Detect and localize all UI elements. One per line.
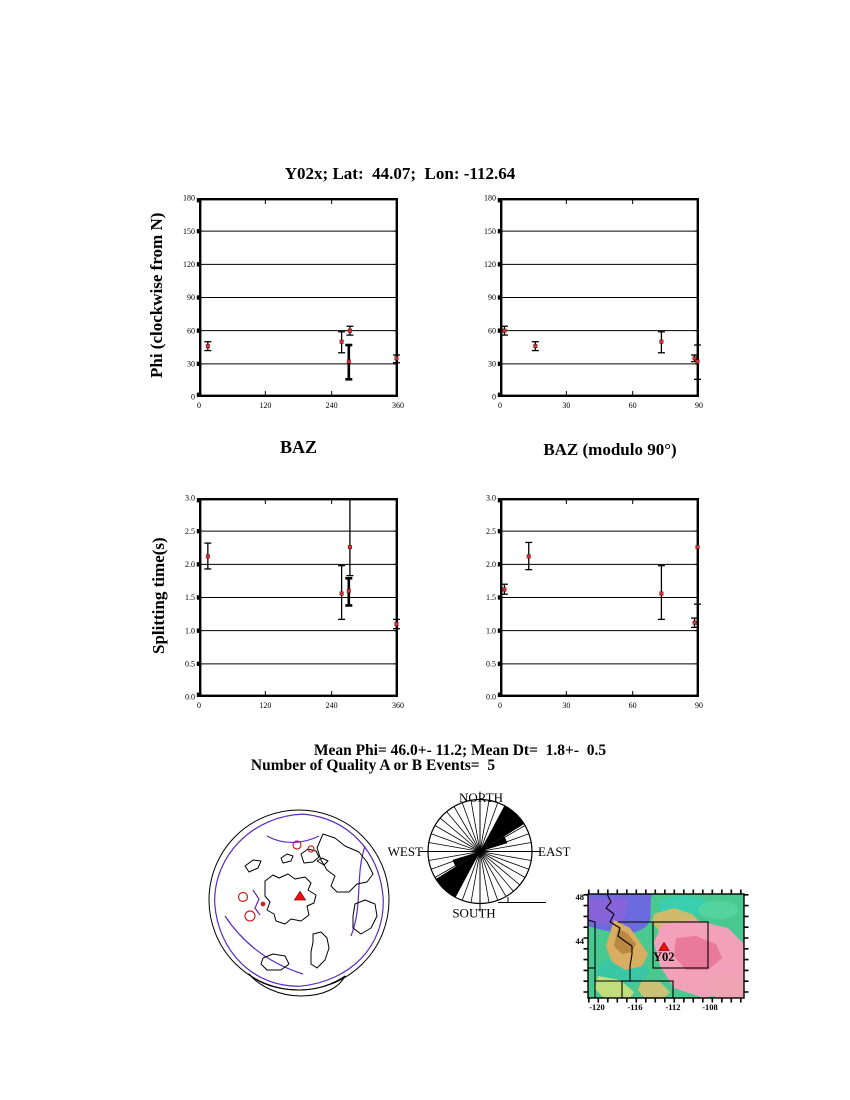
svg-text:0: 0 [492,392,496,402]
svg-text:60: 60 [488,326,496,336]
fast-direction-rose-diagram [387,780,575,921]
svg-text:120: 120 [259,401,272,410]
svg-text:120: 120 [484,259,496,269]
dt-vs-baz-mod90-plot [486,493,703,710]
svg-text:30: 30 [488,359,496,369]
svg-text:30: 30 [562,401,571,410]
phi-vs-baz-plot [183,193,404,410]
svg-text:360: 360 [392,701,404,710]
svg-text:240: 240 [325,401,338,410]
svg-text:120: 120 [183,259,195,269]
baz-mod-axis-title: BAZ (modulo 90°) [543,440,677,459]
svg-text:3.0: 3.0 [185,493,195,503]
svg-text:120: 120 [259,701,272,710]
mean-statistics-text: Mean Phi= 46.0+- 11.2; Mean Dt= 1.8+- 0.5 [313,742,607,759]
dt-vs-baz-plot [185,493,404,710]
svg-text:90: 90 [695,401,703,410]
svg-text:60: 60 [628,401,637,410]
svg-text:180: 180 [484,193,496,203]
svg-text:SOUTH: SOUTH [452,905,496,921]
phi-axis-title: Phi (clockwise from N) [147,212,166,379]
svg-text:NORTH: NORTH [459,790,503,805]
svg-text:360: 360 [392,401,404,410]
svg-text:2.0: 2.0 [185,559,195,569]
svg-text:1.5: 1.5 [486,593,496,603]
station-location-map [558,880,770,1014]
svg-text:150: 150 [484,226,496,236]
svg-text:0.5: 0.5 [185,659,195,669]
svg-text:2.5: 2.5 [185,526,195,536]
baz-axis-title: BAZ [279,437,317,457]
svg-text:0: 0 [498,401,502,410]
svg-text:3.0: 3.0 [486,493,496,503]
svg-text:180: 180 [183,193,195,203]
svg-text:0: 0 [191,392,195,402]
svg-text:0: 0 [498,701,502,710]
event-distribution-globe [205,806,395,996]
svg-text:2.5: 2.5 [486,526,496,536]
svg-text:90: 90 [695,701,703,710]
svg-text:1.5: 1.5 [185,593,195,603]
svg-text:150: 150 [183,226,195,236]
svg-text:0.0: 0.0 [486,692,496,702]
svg-text:1.0: 1.0 [486,626,496,636]
svg-text:60: 60 [187,326,195,336]
svg-text:0.5: 0.5 [486,659,496,669]
svg-text:90: 90 [187,293,195,303]
svg-text:-116: -116 [627,1002,643,1012]
phi-vs-baz-mod90-plot [484,193,703,410]
svg-text:-112: -112 [665,1002,681,1012]
station-label: Y02 [653,950,675,964]
svg-text:30: 30 [562,701,571,710]
event-count-text: Number of Quality A or B Events= 5 [250,757,496,774]
svg-text:EAST: EAST [538,844,571,859]
svg-text:90: 90 [488,293,496,303]
svg-text:0: 0 [197,701,201,710]
svg-text:WEST: WEST [387,844,423,859]
svg-text:1.0: 1.0 [185,626,195,636]
svg-text:240: 240 [325,701,338,710]
svg-text:-108: -108 [702,1002,718,1012]
svg-text:0.0: 0.0 [185,692,195,702]
svg-text:60: 60 [628,701,637,710]
svg-text:2.0: 2.0 [486,559,496,569]
dt-axis-title: Splitting time(s) [149,537,168,654]
svg-text:44: 44 [575,936,584,946]
svg-text:48: 48 [575,892,584,902]
svg-text:0: 0 [197,401,201,410]
svg-text:-120: -120 [589,1002,605,1012]
figure-title: Y02x; Lat: 44.07; Lon: -112.64 [284,164,516,183]
svg-text:30: 30 [187,359,195,369]
